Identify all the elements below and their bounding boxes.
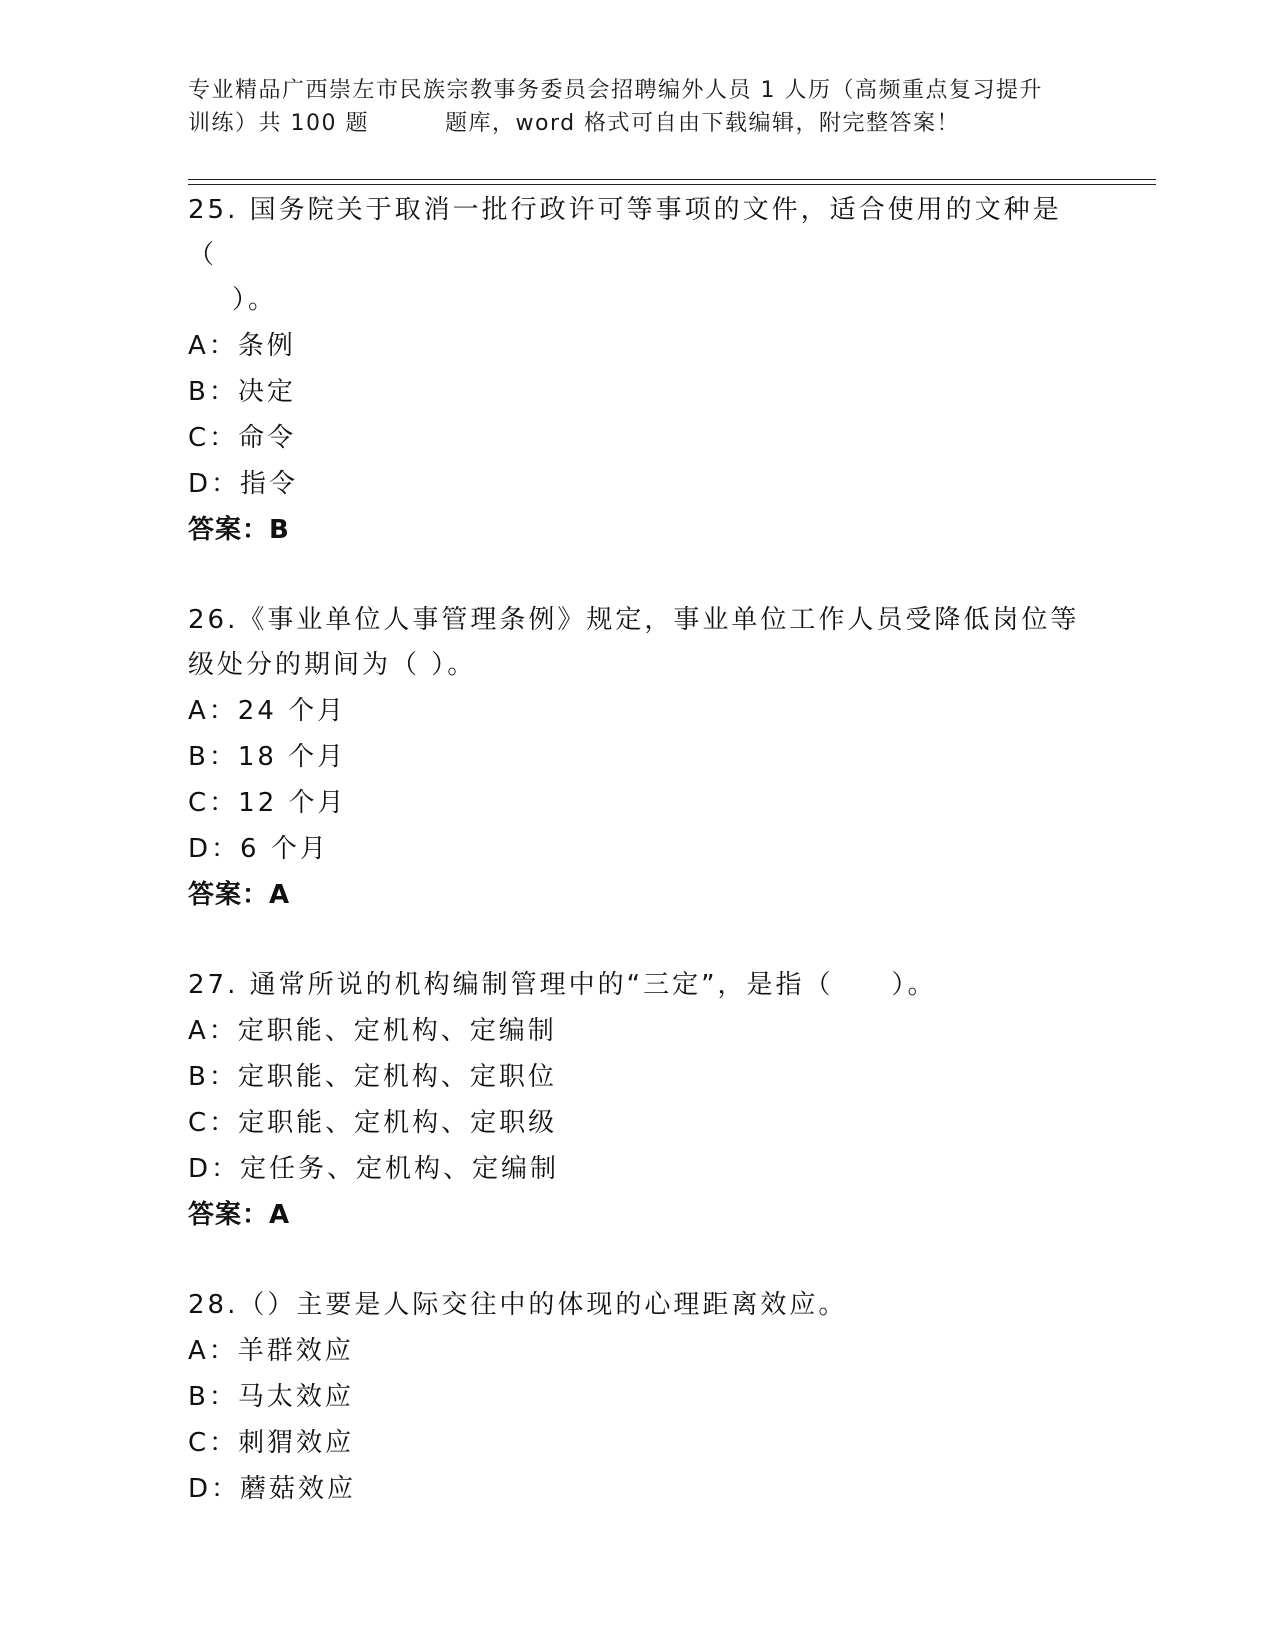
option-d: D：6 个月 xyxy=(188,834,329,864)
header-line-1: 专业精品广西崇左市民族宗教事务委员会招聘编外人员 1 人历（高频重点复习提升 xyxy=(188,78,1043,103)
answer: 答案：A xyxy=(188,1200,291,1230)
option-c: C：命令 xyxy=(188,423,297,453)
question-stem-line: 26.《事业单位人事管理条例》规定，事业单位工作人员受降低岗位等 xyxy=(188,605,1080,635)
question-25 xyxy=(188,188,1088,553)
option-a: A：定职能、定机构、定编制 xyxy=(188,1016,557,1046)
option-b: B：18 个月 xyxy=(188,742,347,772)
question-stem-line: 25. 国务院关于取消一批行政许可等事项的文件，适合使用的文种是（ xyxy=(188,195,1062,270)
question-stem-line: ）。 xyxy=(232,285,278,315)
question-stem xyxy=(188,598,1088,688)
option-a: A：羊群效应 xyxy=(188,1336,354,1366)
option-c: C：定职能、定机构、定职级 xyxy=(188,1108,558,1138)
option-d: D：蘑菇效应 xyxy=(188,1474,357,1504)
option-d: D：指令 xyxy=(188,469,299,499)
question-27 xyxy=(188,963,1088,1238)
question-stem: 27. 通常所说的机构编制管理中的“三定”，是指（ ）。 xyxy=(188,970,937,1000)
header-rule-top xyxy=(188,179,1156,180)
header-line-2-part-b: 题库，word 格式可自由下载编辑，附完整答案！ xyxy=(444,111,961,136)
option-c: C：12 个月 xyxy=(188,788,347,818)
answer: 答案：B xyxy=(188,515,290,545)
question-stem: 28.（）主要是人际交往中的体现的心理距离效应。 xyxy=(188,1290,848,1320)
option-a: A：24 个月 xyxy=(188,696,347,726)
option-a: A：条例 xyxy=(188,331,296,361)
question-list xyxy=(188,188,1088,1512)
option-b: B：定职能、定机构、定职位 xyxy=(188,1062,557,1092)
option-b: B：决定 xyxy=(188,377,296,407)
question-stem xyxy=(188,188,1088,323)
document-header xyxy=(188,74,1088,140)
option-c: C：刺猬效应 xyxy=(188,1428,355,1458)
question-26 xyxy=(188,598,1088,918)
header-line-2-part-a: 训练）共 100 题 xyxy=(188,111,369,136)
option-d: D：定任务、定机构、定编制 xyxy=(188,1154,560,1184)
question-stem-line: 级处分的期间为（ ）。 xyxy=(188,650,477,680)
answer: 答案：A xyxy=(188,880,291,910)
header-rule-bottom xyxy=(188,184,1156,185)
option-b: B：马太效应 xyxy=(188,1382,354,1412)
question-28 xyxy=(188,1283,1088,1512)
header-line-2 xyxy=(188,107,1088,140)
